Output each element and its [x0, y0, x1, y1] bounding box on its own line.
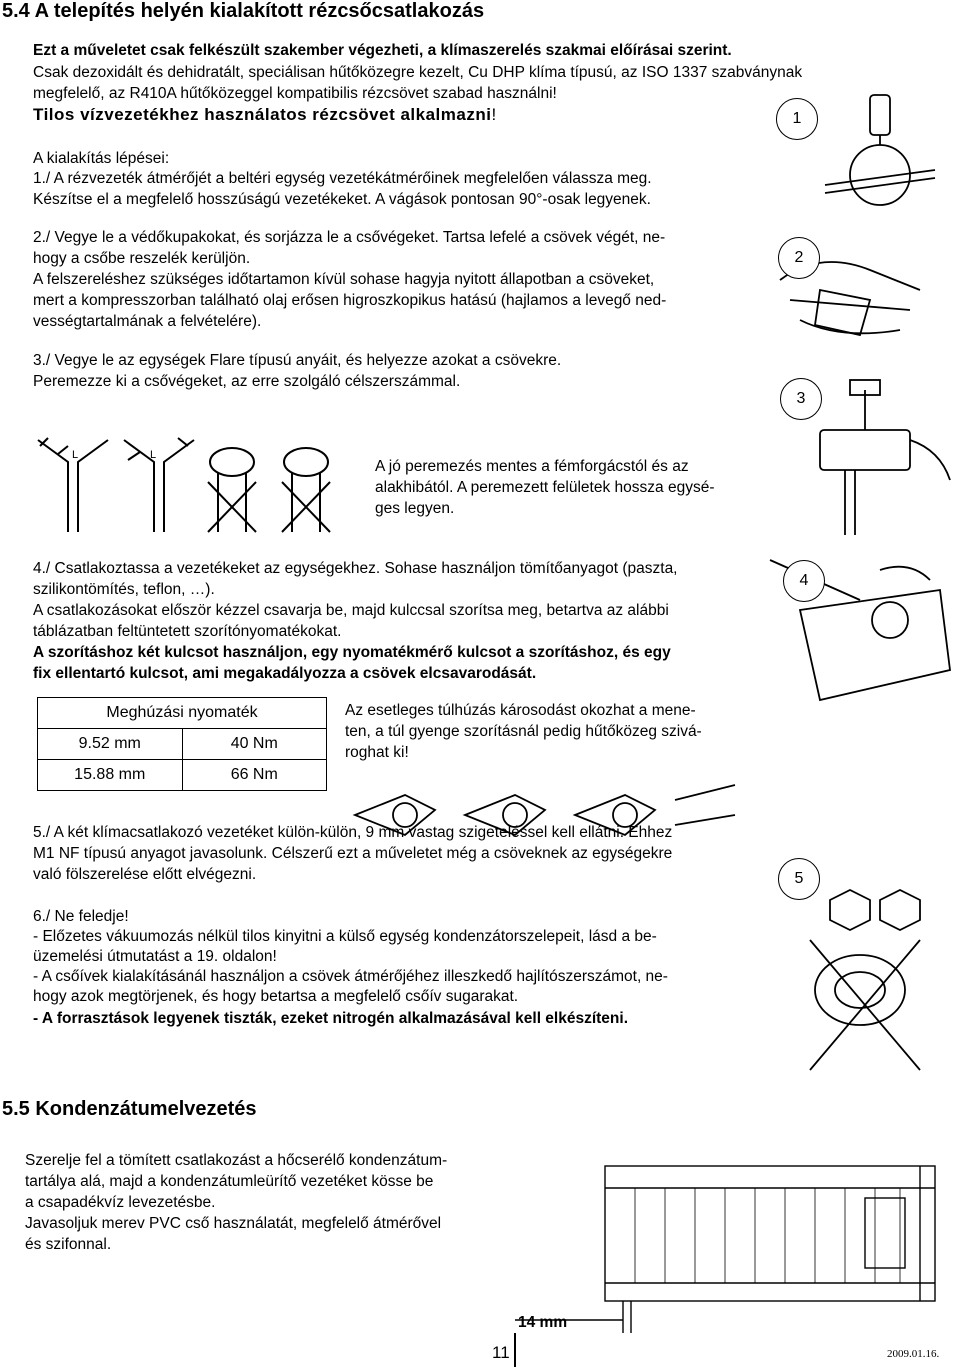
diameter-cell: 15.88 mm	[38, 760, 183, 791]
step4-line-3: A csatlakozásokat először kézzel csavarja be, majd kulccsal szorítsa meg, betartva az alábbi	[33, 602, 669, 619]
step6-bold-line: - A forrasztások legyenek tiszták, ezeket nitrogén alkalmazásával kell elkészíteni.	[33, 1010, 629, 1027]
step6-line-2: - Előzetes vákuumozás nélkül tilos kinyitni a külső egység kondenzátorszelepeit, lásd a be-	[33, 928, 657, 945]
water-pipe-warning	[33, 104, 497, 125]
steps-title: A kialakítás lépései:	[33, 150, 170, 167]
torque-table-header-row	[38, 698, 327, 729]
torque-cell: 40 Nm	[182, 729, 327, 760]
condensate-line-3: a csapadékvíz levezetésbe.	[25, 1194, 216, 1211]
step6-line-3: üzemelési útmutatást a 19. oldalon!	[33, 948, 277, 965]
step1-line-1: 1./ A rézvezeték átmérőjét a beltéri egység vezetékátmérőinek megfelelően válassza meg.	[33, 170, 652, 187]
figure-label-2: 2	[778, 237, 820, 279]
overtighten-line-1: Az esetleges túlhúzás károsodást okozhat a mene-	[345, 702, 696, 719]
torque-cell: 66 Nm	[182, 760, 327, 791]
condensate-line-4: Javasoljuk merev PVC cső használatát, megfelelő átmérővel	[25, 1215, 442, 1232]
step2-line-1: 2./ Vegye le a védőkupakokat, és sorjázza le a csővégeket. Tartsa lefelé a csövek végét, ne-	[33, 229, 666, 246]
intro-line-2: megfelelő, az R410A hűtőközeggel kompatibilis rézcsövet szabad használni!	[33, 85, 557, 102]
valve-connectors-illustration	[345, 775, 745, 850]
torque-table-header: Meghúzási nyomaték	[38, 698, 327, 729]
step2-line-3: A felszereléshez szükséges időtartamon kívül sohase hagyja nyitott állapotban a csöveket,	[33, 271, 655, 288]
step5-line-3: való fölszerelése előtt elvégezni.	[33, 866, 257, 883]
step6-line-1: 6./ Ne feledje!	[33, 908, 129, 925]
step3-line-1: 3./ Vegye le az egységek Flare típusú anyáit, és helyezze azokat a csövekre.	[33, 352, 562, 369]
flare-note-line-3: ges legyen.	[375, 500, 455, 517]
step4-line-2: szilikontömítés, teflon, …).	[33, 581, 215, 598]
svg-text:L: L	[150, 449, 157, 461]
water-pipe-warning-bang: !	[491, 105, 497, 124]
condensate-unit-drawing	[595, 1158, 955, 1338]
step6-line-5: hogy azok megtörjenek, és hogy betartsa a megfelelő csőív sugarakat.	[33, 988, 519, 1005]
section-title-5-4: 5.4 A telepítés helyén kialakított rézcsőcsatlakozás	[2, 0, 485, 22]
page-number: 11	[492, 1343, 510, 1362]
flare-note-line-1: A jó peremezés mentes a fémforgácstól és az	[375, 458, 689, 475]
torque-table	[37, 697, 327, 791]
dimension-arrow-line	[514, 1333, 516, 1367]
svg-text:L: L	[72, 449, 79, 461]
step4-bold-line-1: A szorításhoz két kulcsot használjon, egy nyomatékmérő kulcsot a szorításhoz, és egy	[33, 644, 671, 661]
condensate-line-1: Szerelje fel a tömített csatlakozást a hőcserélő kondenzátum-	[25, 1152, 448, 1169]
section-title-5-5: 5.5 Kondenzátumelvezetés	[2, 1098, 257, 1120]
step2-line-5: vességtartalmának a felvételére).	[33, 313, 262, 330]
warning-line: Ezt a műveletet csak felkészült szakember végezheti, a klímaszerelés szakmai előírásai szerint.	[33, 42, 732, 59]
dimension-label: 14 mm	[518, 1314, 568, 1331]
figure-label-1: 1	[776, 98, 818, 140]
step2-line-4: mert a kompresszorban található olaj erősen higroszkopikus hatású (hajlamos a levegő ned-	[33, 292, 667, 309]
condensate-line-5: és szifonnal.	[25, 1236, 112, 1253]
figure-label-4: 4	[783, 560, 825, 602]
step6-line-4: - A csőívek kialakításánál használjon a csövek átmérőjéhez illeszkedő hajlítószerszámot, ne-	[33, 968, 668, 985]
water-pipe-warning-text: Tilos vízvezetékhez használatos rézcsövet alkalmazni	[33, 105, 492, 124]
step3-line-2: Peremezze ki a csővégeket, az erre szolgáló célszerszámmal.	[33, 373, 461, 390]
footer-date: 2009.01.16.	[887, 1348, 940, 1360]
overtighten-line-2: ten, a túl gyenge szorításnál pedig hűtőközeg szivá-	[345, 723, 702, 740]
step4-bold-line-2: fix ellentartó kulcsot, ami megakadályozza a csövek elcsavarodását.	[33, 665, 537, 682]
step5-line-1: 5./ A két klímacsatlakozó vezetéket külön-külön, 9 mm vastag szigeteléssel kell ellátni. Ehhez	[33, 824, 673, 841]
figure-label-3: 3	[780, 378, 822, 420]
step2-line-2: hogy a csőbe reszelék kerüljön.	[33, 250, 251, 267]
flare-diagram	[28, 432, 358, 538]
intro-line-1: Csak dezoxidált és dehidratált, speciálisan hűtőközegre kezelt, Cu DHP klíma típusú, az ISO 1337 szabványnak	[33, 64, 803, 81]
figure-label-5: 5	[778, 858, 820, 900]
pipe-cutter-illustration	[820, 85, 940, 215]
step4-line-4: táblázatban feltüntetett szorítónyomatékokat.	[33, 623, 342, 640]
diameter-cell: 9.52 mm	[38, 729, 183, 760]
flare-note-line-2: alakhibától. A peremezett felületek hossza egysé-	[375, 479, 715, 496]
step4-line-1: 4./ Csatlakoztassa a vezetékeket az egységekhez. Sohase használjon tömítőanyagot (paszta,	[33, 560, 678, 577]
condensate-line-2: tartálya alá, majd a kondenzátumleürítő vezetéket kösse be	[25, 1173, 434, 1190]
step5-line-2: M1 NF típusú anyagot javasolunk. Célszerű ezt a műveletet még a csöveknek az egységekre	[33, 845, 673, 862]
insulation-illustration	[790, 880, 950, 1080]
overtighten-line-3: roghat ki!	[345, 744, 409, 761]
table-row	[38, 729, 327, 760]
table-row	[38, 760, 327, 791]
step1-line-2: Készítse el a megfelelő hosszúságú vezetékeket. A vágások pontosan 90°-osak legyenek.	[33, 191, 651, 208]
